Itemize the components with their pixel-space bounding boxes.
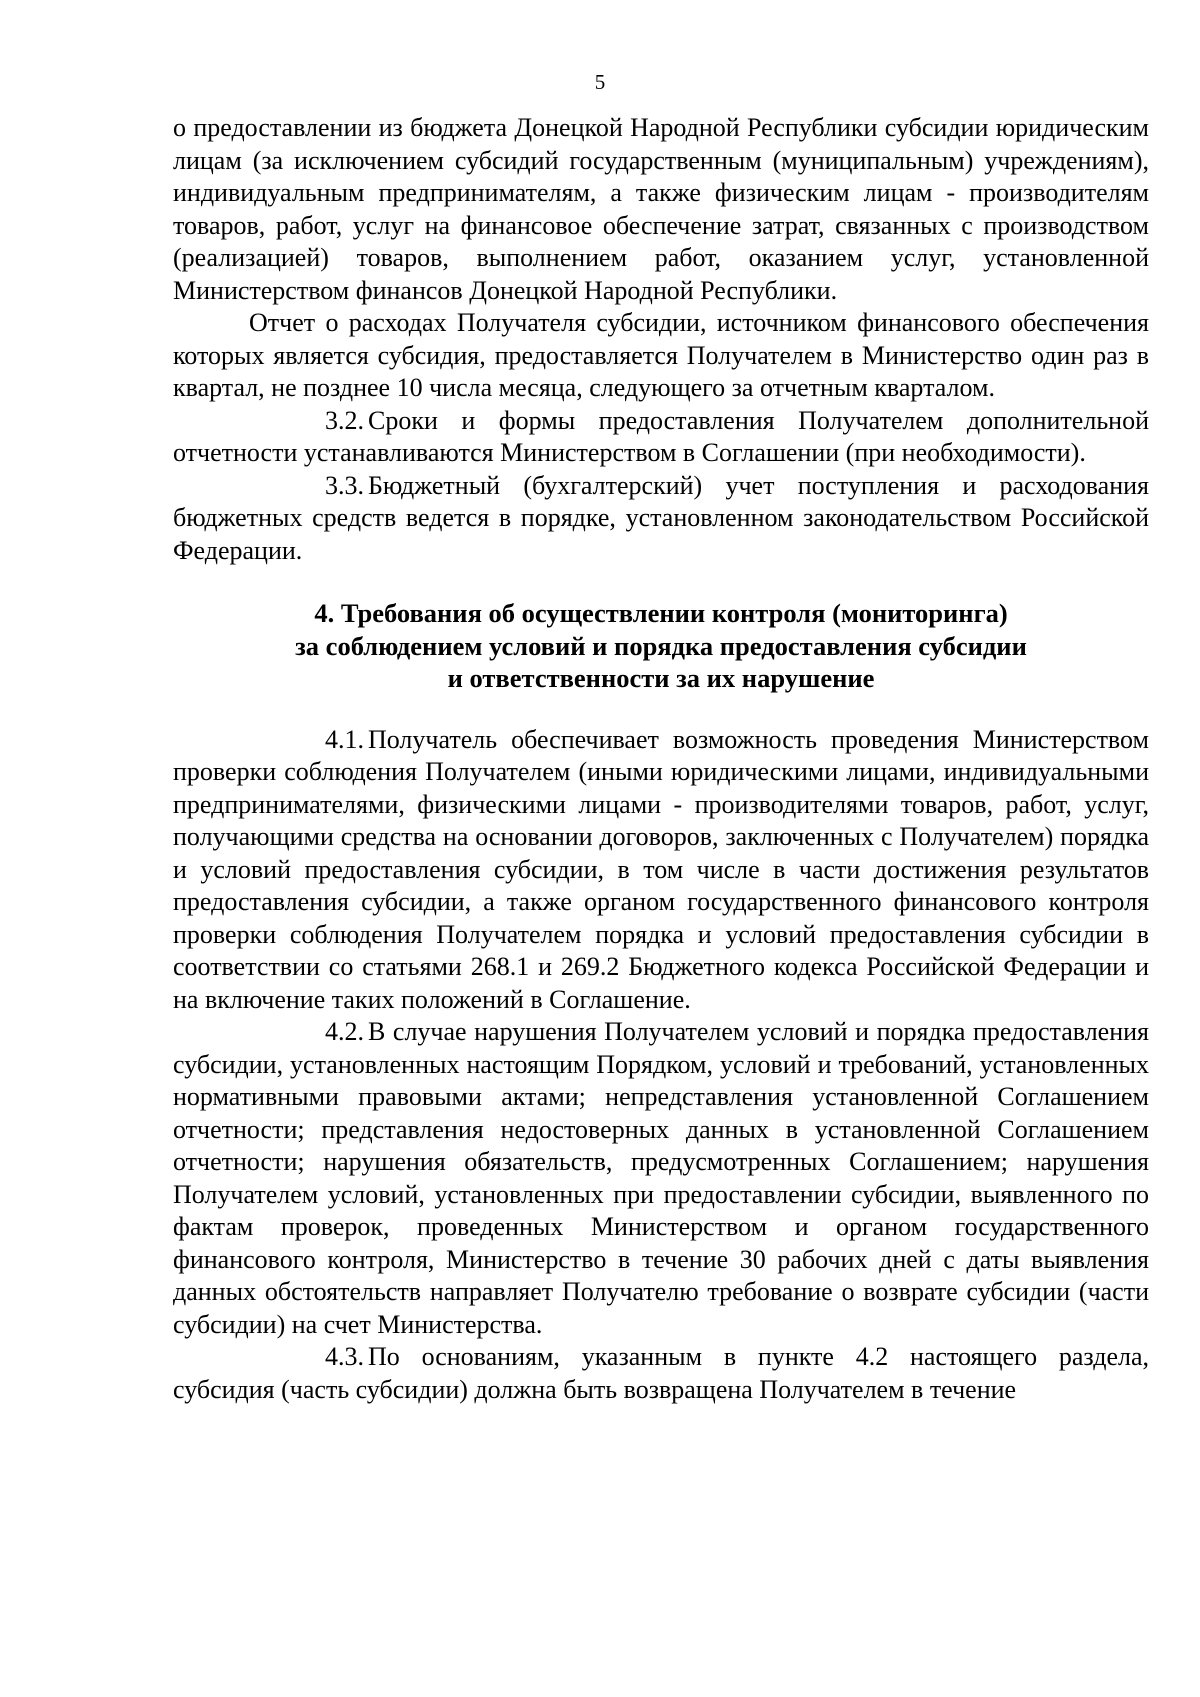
paragraph-text: Сроки и формы предоставления Получателем дополнительной отчетности устанавливаются Министерством в Соглашении (при необходимости). bbox=[173, 405, 1149, 467]
paragraph-number: 4.1. bbox=[325, 724, 364, 754]
document-body bbox=[173, 112, 1149, 1406]
section-heading-line: 4. Требования об осуществлении контроля (мониторинга) bbox=[314, 598, 1008, 628]
paragraph-text: Отчет о расходах Получателя субсидии, источником финансового обеспечения которых является субсидия, предоставляется Получателем в Министерство один раз в квартал, не позднее 10 числа месяца, следующего за отчетным кварталом. bbox=[173, 308, 1149, 402]
paragraph-text: В случае нарушения Получателем условий и порядка предоставления субсидии, установленных настоящим Порядком, условий и требований, установленных нормативными правовыми актами; непредставления установленной Соглашением отчетности; представления недостоверных данных в установленной Соглашением отчетности; нарушения обязательств, предусмотренных Соглашением; нарушения Получателем условий, установленных при предоставлении субсидии, выявленного по фактам проверок, проведенных Министерством и органом государственного финансового контроля, Министерство в течение 30 рабочих дней с даты выявления данных обстоятельств направляет Получателю требование о возврате субсидии (части субсидии) на счет Министерства. bbox=[173, 1017, 1149, 1339]
section-heading-line: и ответственности за их нарушение bbox=[447, 663, 875, 693]
paragraph-number: 3.2. bbox=[325, 405, 364, 435]
section-heading-line: за соблюдением условий и порядка предоставления субсидии bbox=[295, 630, 1027, 661]
paragraph-3-2 bbox=[173, 405, 1149, 470]
paragraph-text: о предоставлении из бюджета Донецкой Народной Республики субсидии юридическим лицам (за исключением субсидий государственным (муниципальным) учреждениям), индивидуальным предпринимателям, а также физическим лицам - производителям товаров, работ, услуг на финансовое обеспечение затрат, связанных с производством (реализацией) товаров, выполнением работ, оказанием услуг, установленной Министерством финансов Донецкой Народной Республики. bbox=[173, 113, 1149, 305]
paragraph-4-1 bbox=[173, 724, 1149, 1017]
section-heading bbox=[173, 597, 1149, 695]
paragraph-3-3 bbox=[173, 470, 1149, 568]
paragraph-text: Бюджетный (бухгалтерский) учет поступления и расходования бюджетных средств ведется в порядке, установленном законодательством Российской Федерации. bbox=[173, 470, 1149, 565]
paragraph-number: 4.2. bbox=[325, 1017, 364, 1046]
paragraph-4-2 bbox=[173, 1016, 1149, 1341]
page-number: 5 bbox=[594, 70, 606, 94]
paragraph-number: 3.3. bbox=[325, 470, 364, 500]
paragraph-text: Получатель обеспечивает возможность проведения Министерством проверки соблюдения Получателем (иными юридическими лицами, индивидуальными предпринимателями, физическими лицами - производителями товаров, работ, услуг, получающими средства на основании договоров, заключенных с Получателем) порядка и условий предоставления субсидии, в том числе в части достижения результатов предоставления субсидии, а также органом государственного финансового контроля проверки соблюдения Получателем порядка и условий предоставления субсидии в соответствии со статьями 268.1 и 269.2 Бюджетного кодекса Российской Федерации и на включение таких положений в Соглашение. bbox=[173, 724, 1149, 1014]
paragraph-4-3 bbox=[173, 1341, 1149, 1406]
paragraph-number: 4.3. bbox=[325, 1342, 364, 1371]
paragraph-intro-continuation bbox=[173, 112, 1149, 307]
paragraph-text: По основаниям, указанным в пункте 4.2 настоящего раздела, субсидия (часть субсидии) должна быть возвращена Получателем в течение bbox=[173, 1342, 1149, 1404]
paragraph-report bbox=[173, 307, 1149, 405]
